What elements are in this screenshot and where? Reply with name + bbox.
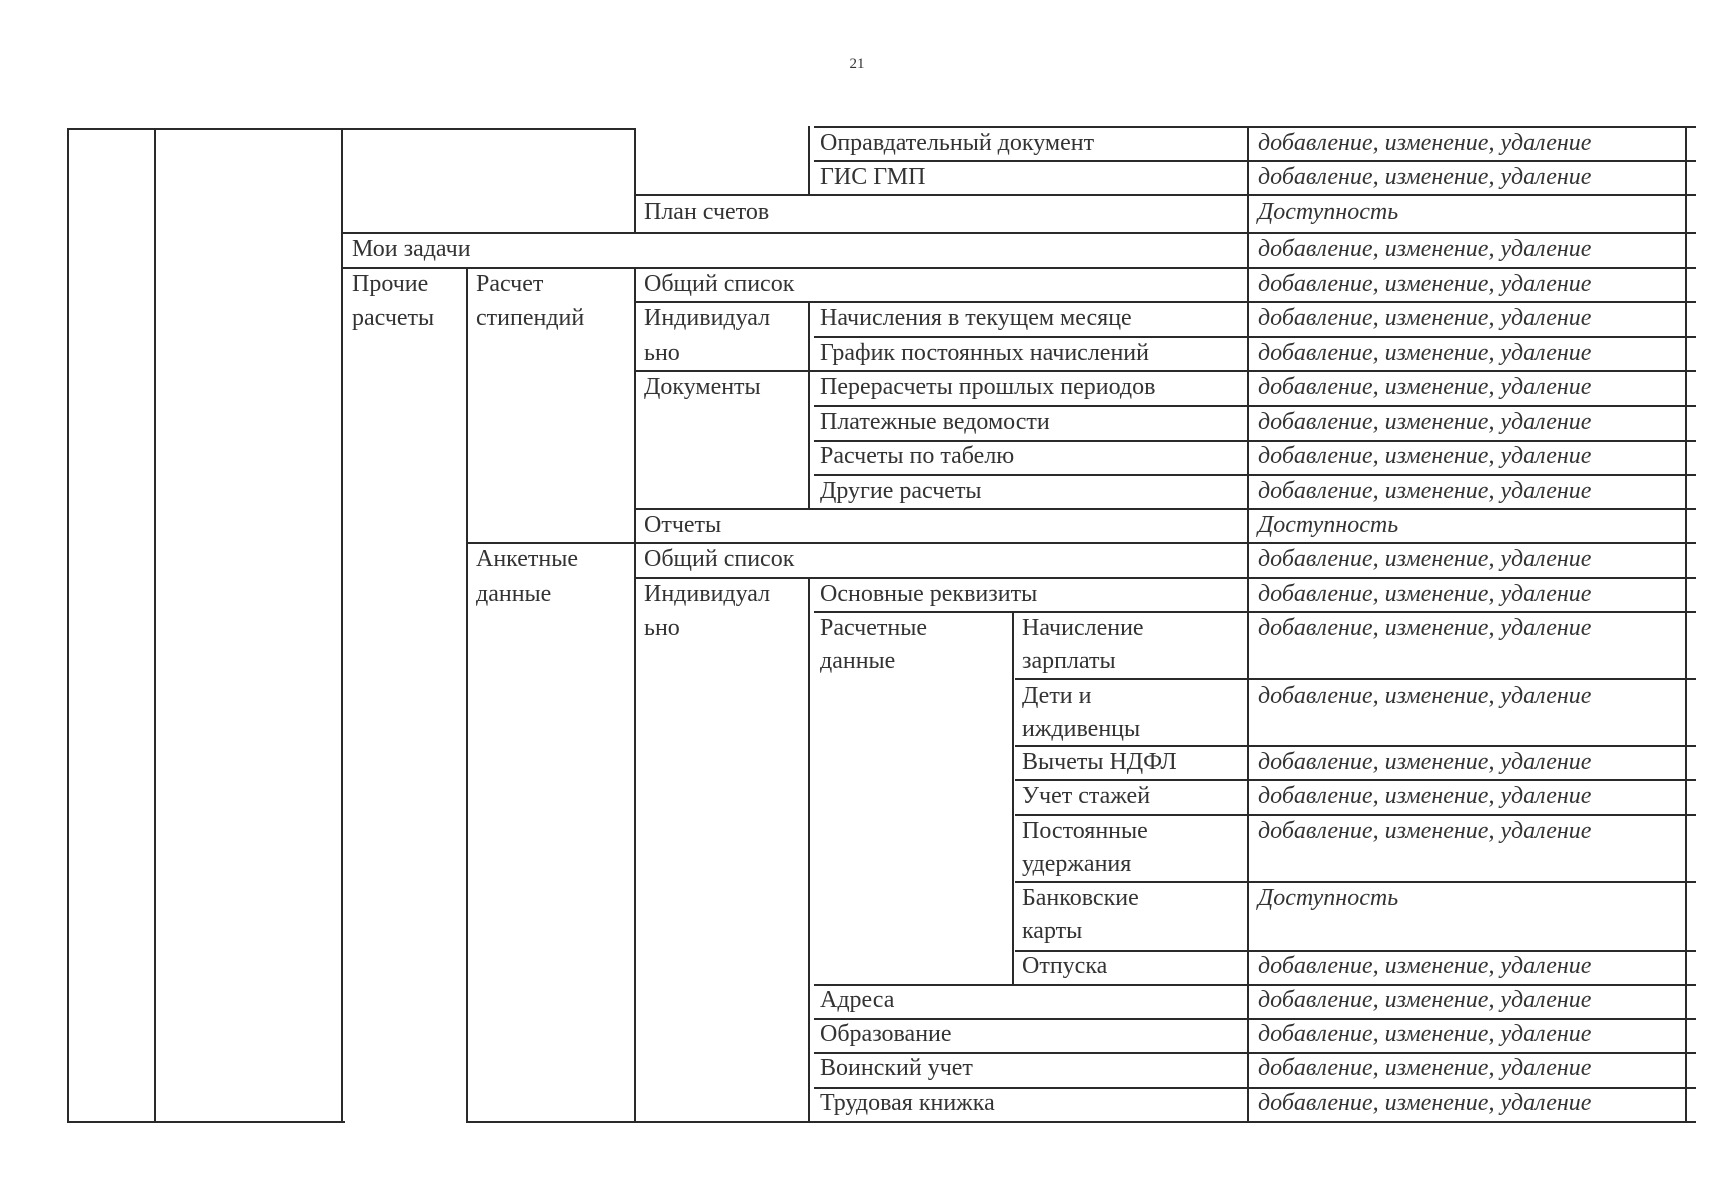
table-rule [636,194,1696,196]
permission-cell-p7: добавление, изменение, удаление [1258,374,1592,400]
table-cell-c6: расчеты [352,305,435,331]
table-rule [808,301,810,510]
table-cell-c40: Образование [820,1021,952,1047]
permission-cell-p8: добавление, изменение, удаление [1258,409,1592,435]
table-cell-c33: Учет стажей [1022,783,1151,809]
table-cell-c30: Дети и [1022,683,1092,709]
table-cell-c7: Расчет [476,271,544,297]
table-cell-c38: Отпуска [1022,953,1108,979]
table-cell-c23: Индивидуал [644,581,771,607]
table-cell-c21: данные [476,581,552,607]
table-rule [1247,126,1249,1123]
permission-cell-p2: Доступность [1258,199,1399,225]
table-cell-c19: Отчеты [644,512,722,538]
permission-cell-p25: добавление, изменение, удаление [1258,987,1592,1013]
table-cell-c18: Другие расчеты [820,478,982,504]
permission-cell-p13: добавление, изменение, удаление [1258,581,1592,607]
permission-cell-p12: добавление, изменение, удаление [1258,546,1592,572]
table-cell-c17: Расчеты по табелю [820,443,1015,469]
table-rule [466,267,468,1123]
permission-cell-p22: Доступность [1258,885,1399,911]
permission-cell-p16: добавление, изменение, удаление [1258,683,1592,709]
table-cell-c26: Расчетные [820,615,928,641]
permission-cell-p19: добавление, изменение, удаление [1258,783,1592,809]
table-cell-c34: Постоянные [1022,818,1148,844]
table-cell-c31: иждивенцы [1022,716,1141,742]
permission-cell-p4: добавление, изменение, удаление [1258,271,1592,297]
table-cell-c36: Банковские [1022,885,1139,911]
table-rule [154,128,156,1123]
table-rule [466,1121,1696,1123]
table-rule [808,577,810,1123]
table-rule [67,128,634,130]
table-cell-c8: стипендий [476,305,585,331]
table-cell-c35: удержания [1022,851,1132,877]
permission-cell-p0: добавление, изменение, удаление [1258,130,1592,156]
permission-cell-p6: добавление, изменение, удаление [1258,340,1592,366]
table-rule [808,126,810,196]
table-rule [67,1121,345,1123]
table-rule [341,128,343,1123]
table-cell-c28: Начисление [1022,615,1144,641]
table-cell-c13: График постоянных начислений [820,340,1149,366]
table-cell-c22: Общий список [644,546,795,572]
table-rule [1012,611,1014,986]
table-cell-c20: Анкетные [476,546,578,572]
table-cell-c15: Перерасчеты прошлых периодов [820,374,1156,400]
permission-cell-p24: добавление, изменение, удаление [1258,953,1592,979]
table-cell-c24: ьно [644,615,680,641]
table-cell-c42: Трудовая книжка [820,1090,995,1116]
table-cell-c10: Индивидуал [644,305,771,331]
permission-cell-p14: добавление, изменение, удаление [1258,615,1592,641]
table-rule [634,267,636,1123]
table-cell-c29: зарплаты [1022,648,1116,674]
table-rule [67,128,69,1123]
table-cell-c25: Основные реквизиты [820,581,1038,607]
permission-cell-p11: Доступность [1258,512,1399,538]
table-cell-c1: Оправдательный документ [820,130,1095,156]
table-cell-c16: Платежные ведомости [820,409,1050,435]
permission-cell-p9: добавление, изменение, удаление [1258,443,1592,469]
table-cell-c14: Документы [644,374,761,400]
table-rule [634,128,636,234]
table-cell-c5: Прочие [352,271,429,297]
table-cell-c11: ьно [644,340,680,366]
permission-cell-p26: добавление, изменение, удаление [1258,1021,1592,1047]
table-cell-c39: Адреса [820,987,895,1013]
permission-cell-p3: добавление, изменение, удаление [1258,236,1592,262]
permission-cell-p1: добавление, изменение, удаление [1258,164,1592,190]
table-cell-c9: Общий список [644,271,795,297]
table-cell-c41: Воинский учет [820,1055,973,1081]
permission-cell-p27: добавление, изменение, удаление [1258,1055,1592,1081]
permission-cell-p5: добавление, изменение, удаление [1258,305,1592,331]
table-cell-c2: ГИС ГМП [820,164,926,190]
table-rule [1685,126,1687,1123]
page-number: 21 [849,56,865,72]
permission-cell-p10: добавление, изменение, удаление [1258,478,1592,504]
permission-cell-p18: добавление, изменение, удаление [1258,749,1592,775]
table-cell-c32: Вычеты НДФЛ [1022,749,1177,775]
table-cell-c37: карты [1022,918,1083,944]
table-rule [636,508,1696,510]
permission-cell-p28: добавление, изменение, удаление [1258,1090,1592,1116]
table-cell-c3: План счетов [644,199,770,225]
table-cell-c27: данные [820,648,896,674]
permission-cell-p20: добавление, изменение, удаление [1258,818,1592,844]
table-cell-c4: Мои задачи [352,236,471,262]
table-cell-c12: Начисления в текущем месяце [820,305,1132,331]
